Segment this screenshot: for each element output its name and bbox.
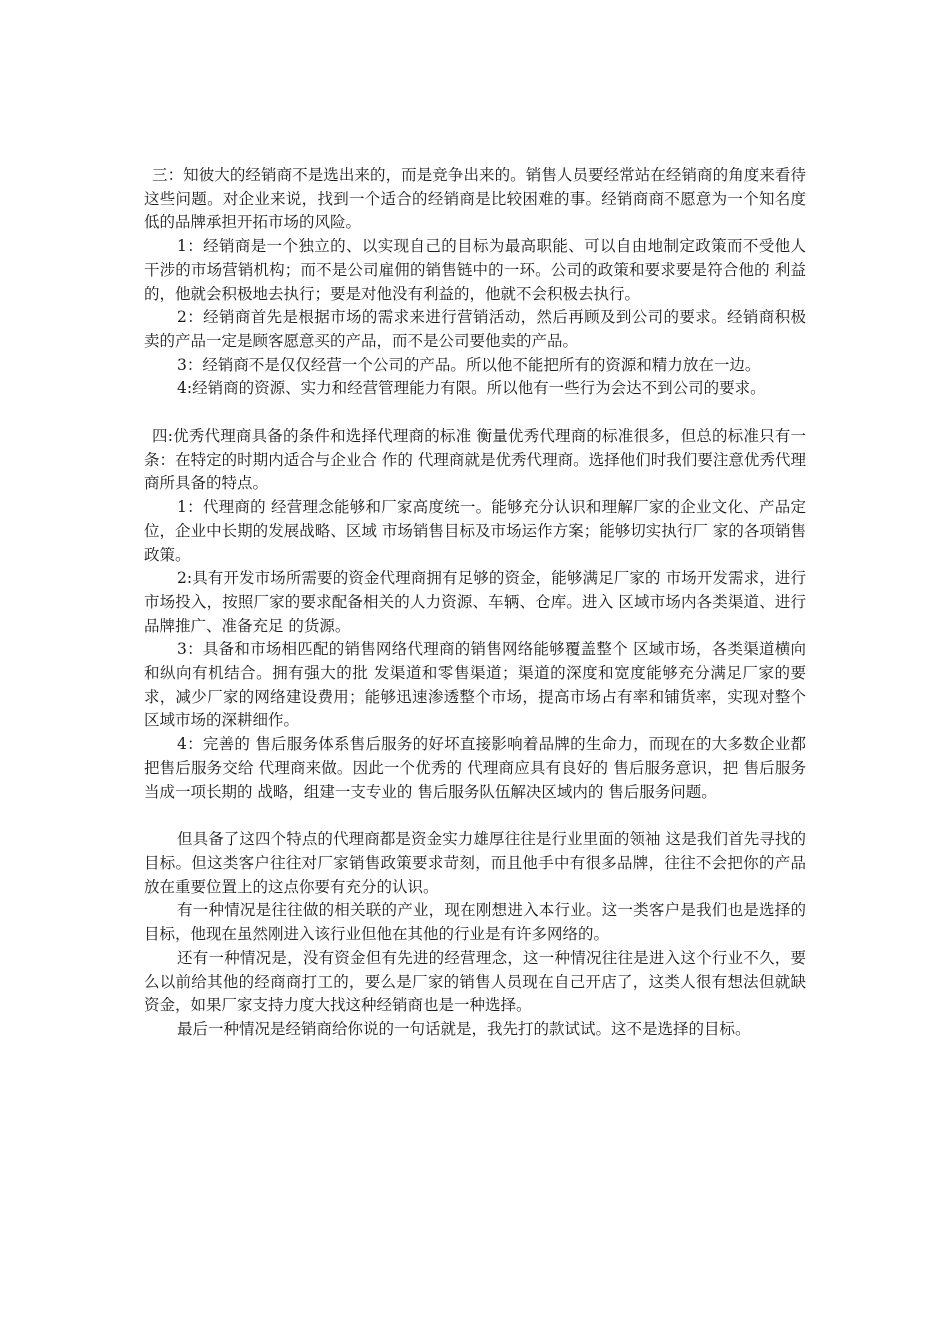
section-four	[144, 425, 806, 804]
section-four-intro: 四:优秀代理商具备的条件和选择代理商的标准 衡量优秀代理商的标准很多，但总的标准只有一条：在特定的时期内适合与企业合 作的 代理商就是优秀代理商。选择他们时我们要注意优秀代理商所具备的特点。	[144, 427, 806, 493]
paragraph-gap	[144, 804, 806, 828]
closing-paragraph-3: 还有一种情况是，没有资金但有先进的经营理念，这一种情况往往是进入这个行业不久，要么以前给其他的经商商打工的，要么是厂家的销售人员现在自己开店了，这类人很有想法但就缺资金，如果厂家支持力度大找这种经销商也是一种选择。	[144, 948, 806, 1015]
closing-section	[144, 828, 806, 1041]
section-four-point-2: 2:具有开发市场所需要的资金代理商拥有足够的资金，能够满足厂家的 市场开发需求，进行市场投入，按照厂家的要求配备相关的人力资源、车辆、仓库。进入 区域市场内各类渠道、进行 品牌推广、准备充足 的货源。	[144, 569, 806, 635]
closing-paragraph-4: 最后一种情况是经销商给你说的一句话就是，我先打的款试试。这不是选择的目标。	[177, 1019, 751, 1038]
document-body	[144, 164, 806, 1042]
section-three-point-4: 4:经销商的资源、实力和经营管理能力有限。所以他有一些行为会达不到公司的要求。	[177, 379, 766, 398]
closing-paragraph-1: 但具备了这四个特点的代理商都是资金实力雄厚往往是行业里面的领袖 这是我们首先寻找的目标。但这类客户往往对厂家销售政策要求苛刻，而且他手中有很多品牌，往往不会把你的产品放在重要位置上的这点你要有充分的认识。	[144, 830, 806, 896]
section-four-point-4: 4：完善的 售后服务体系售后服务的好坏直接影响着品牌的生命力，而现在的大多数企业都把售后服务交给 代理商来做。因此一个优秀的 代理商应具有良好的 售后服务意识，把 售后服务当成一项长期的 战略，组建一支专业的 售后服务队伍解决区域内的 售后服务问题。	[144, 735, 806, 801]
section-three-point-3: 3：经销商不是仅仅经营一个公司的产品。所以他不能把所有的资源和精力放在一边。	[177, 355, 761, 374]
closing-paragraph-2: 有一种情况是往往做的相关联的产业，现在刚想进入本行业。这一类客户是我们也是选择的目标，他现在虽然刚进入该行业但他在其他的行业是有许多网络的。	[144, 901, 806, 944]
section-three-intro: 三：知彼大的经销商不是选出来的，而是竞争出来的。销售人员要经常站在经销商的角度来看待这些问题。对企业来说，找到一个适合的经销商是比较困难的事。经销商商不愿意为一个知名度 低的品牌承担开拓市场的风险。	[144, 166, 806, 232]
section-three-point-1: 1：经销商是一个独立的、以实现自己的目标为最高职能、可以自由地制定政策而不受他人干涉的市场营销机构；而不是公司雇佣的销售链中的一环。公司的政策和要求要是符合他的 利益的，他就会积极地去执行；要是对他没有利益的，他就不会积极去执行。	[144, 237, 806, 303]
paragraph-gap	[144, 401, 806, 425]
section-three-point-2: 2：经销商首先是根据市场的需求来进行营销活动，然后再顾及到公司的要求。经销商积极 卖的产品一定是顾客愿意买的产品，而不是公司要他卖的产品。	[144, 308, 806, 350]
section-four-point-3: 3：具备和市场相匹配的销售网络代理商的销售网络能够覆盖整个 区域市场，各类渠道横向和纵向有机结合。拥有强大的批 发渠道和零售渠道；渠道的深度和宽度能够充分满足厂家的要求，减少厂家的网络建设费用；能够迅速渗透整个市场，提高市场占有率和铺货率，实现对整个区域市场的深耕细作。	[144, 640, 806, 730]
section-four-point-1: 1：代理商的 经营理念能够和厂家高度统一。能够充分认识和理解厂家的企业文化、产品定位，企业中长期的发展战略、区域 市场销售目标及市场运作方案；能够切实执行厂 家的各项销售政策。	[144, 498, 806, 564]
section-three	[144, 164, 806, 401]
